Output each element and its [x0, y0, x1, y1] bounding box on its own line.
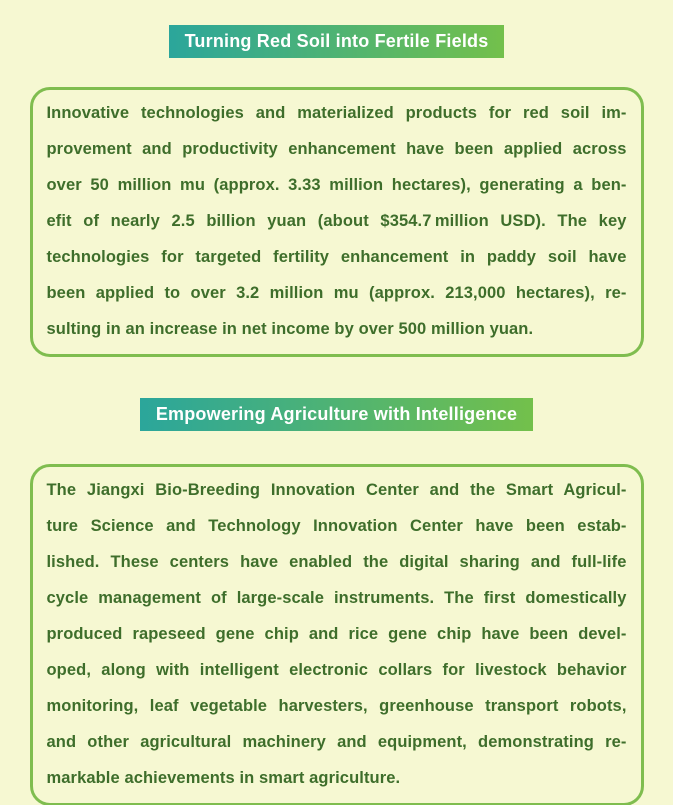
paragraph-line: technologies for targeted fertility enhancement in paddy soil have — [46, 248, 627, 266]
paragraph-line: efit of nearly 2.5 billion yuan (about $354.7 million USD). The key — [46, 212, 627, 230]
paragraph-line: produced rapeseed gene chip and rice gene chip have been devel- — [46, 625, 627, 643]
paragraph-line: provement and productivity enhancement have been applied across — [46, 140, 627, 158]
paragraph-line: cycle management of large-scale instruments. The first domestically — [46, 589, 627, 607]
section-banner-smart-agriculture: Empowering Agriculture with Intelligence — [140, 398, 533, 431]
content-box-red-soil — [30, 87, 644, 357]
paragraph-line: The Jiangxi Bio-Breeding Innovation Center and the Smart Agricul- — [46, 481, 627, 499]
section-banner-red-soil: Turning Red Soil into Fertile Fields — [169, 25, 505, 58]
paragraph-line: markable achievements in smart agriculture. — [46, 769, 401, 787]
section-red-soil — [30, 0, 644, 357]
paragraph-line: Innovative technologies and materialized products for red soil im- — [46, 104, 627, 122]
paragraph-red-soil — [47, 95, 627, 347]
content-box-smart-agriculture — [30, 464, 644, 805]
paragraph-smart-agriculture — [47, 472, 627, 796]
paragraph-line: been applied to over 3.2 million mu (approx. 213,000 hectares), re- — [46, 284, 627, 302]
paragraph-line: oped, along with intelligent electronic collars for livestock behavior — [46, 661, 627, 679]
section-smart-agriculture — [30, 357, 644, 805]
paragraph-line: and other agricultural machinery and equipment, demonstrating re- — [46, 733, 627, 751]
paragraph-line: monitoring, leaf vegetable harvesters, greenhouse transport robots, — [46, 697, 627, 715]
paragraph-line: lished. These centers have enabled the digital sharing and full-life — [46, 553, 627, 571]
paragraph-line: sulting in an increase in net income by over 500 million yuan. — [46, 320, 534, 338]
paragraph-line: ture Science and Technology Innovation Center have been estab- — [46, 517, 627, 535]
paragraph-line: over 50 million mu (approx. 3.33 million hectares), generating a ben- — [46, 176, 627, 194]
